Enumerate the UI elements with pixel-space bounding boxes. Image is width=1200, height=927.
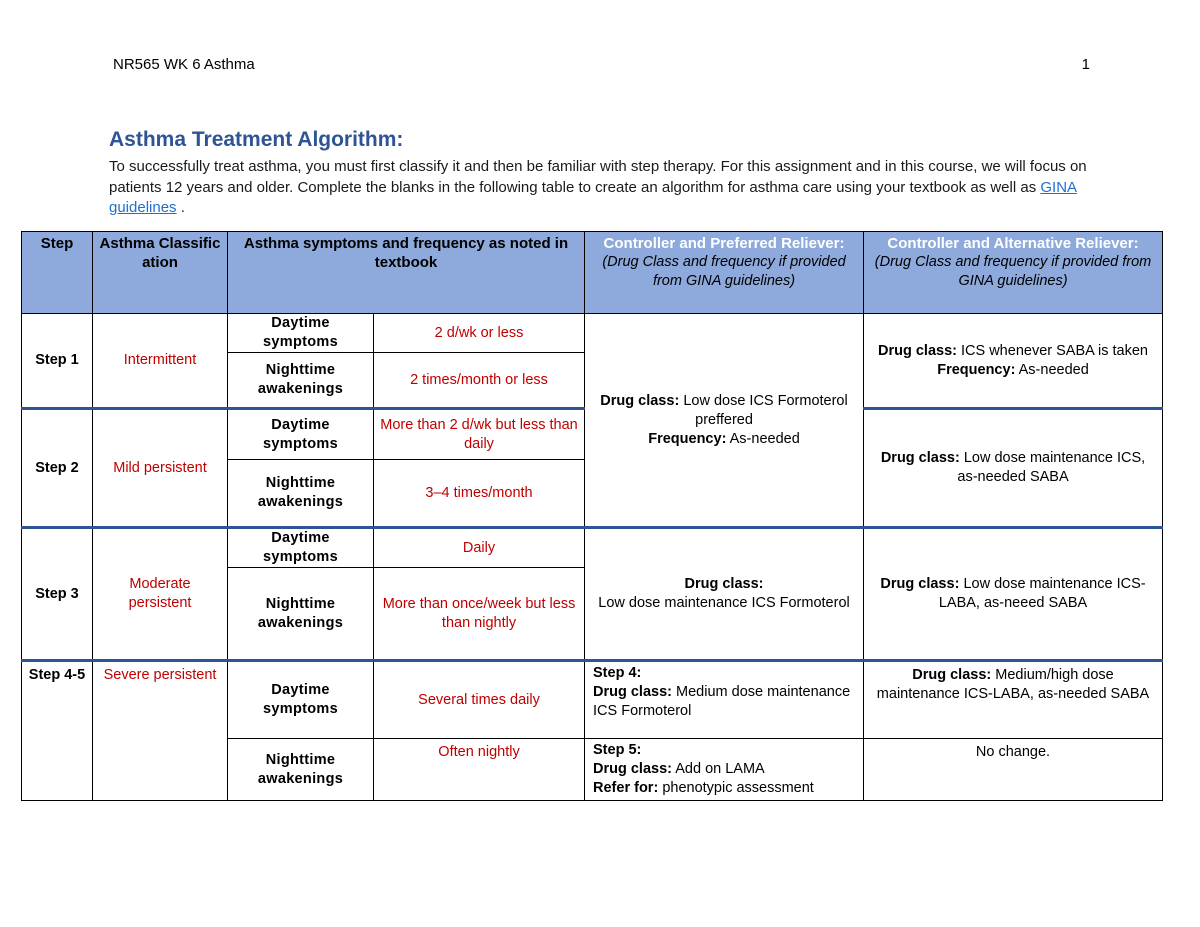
step-3-alternative-drug-value: Low dose maintenance ICS-LABA, as-neeed SABA [938, 576, 1146, 611]
step-2-nighttime-label: Nighttime awakenings [228, 460, 374, 528]
step-1-alternative-frequency [870, 361, 1156, 380]
step-4-preferred-drug [593, 683, 855, 721]
step-1-classification: Intermittent [93, 314, 228, 409]
header-alternative-sub: (Drug Class and frequency if provided from GINA guidelines) [874, 254, 1152, 289]
step-5-label-text: Step 5: [593, 742, 642, 758]
step-4-5-nighttime-value: Often nightly [374, 739, 585, 801]
step-3-preferred-drug: Low dose maintenance ICS Formoterol [598, 595, 850, 611]
drug-class-label: Drug class: [593, 684, 672, 700]
gina-guidelines-link[interactable]: GINA guidelines [109, 178, 1078, 216]
drug-class-label: Drug class: [912, 667, 992, 683]
step-2-alternative-drug-value: Low dose maintenance ICS, as-needed SABA [957, 450, 1146, 485]
step-1-2-preferred-frequency [591, 430, 857, 449]
header-symptoms: Asthma symptoms and frequency as noted in textbook [228, 232, 585, 314]
step-3-preferred [585, 528, 864, 661]
refer-for-label: Refer for: [593, 780, 659, 796]
step-1-alternative-frequency-value: As-needed [1018, 361, 1089, 378]
table-row [22, 314, 1163, 353]
step-5-preferred [585, 739, 864, 801]
header-preferred [585, 232, 864, 314]
step-2-alternative-drug [870, 449, 1156, 487]
header-step: Step [22, 232, 93, 314]
frequency-label: Frequency: [937, 361, 1016, 378]
step-4-preferred-drug-value: Medium dose maintenance ICS Formoterol [593, 684, 851, 719]
step-4-5-classification: Severe persistent [93, 661, 228, 801]
step-1-2-preferred-frequency-value: As-needed [729, 430, 800, 447]
step-1-2-preferred-drug [591, 392, 857, 430]
intro-paragraph [109, 157, 1099, 219]
step-3-cell: Step 3 [22, 528, 93, 661]
header-preferred-sub: (Drug Class and frequency if provided from GINA guidelines) [602, 254, 846, 289]
step-3-nighttime-label: Nighttime awakenings [228, 568, 374, 661]
course-header: NR565 WK 6 Asthma [113, 56, 255, 73]
page-title: Asthma Treatment Algorithm: [109, 128, 404, 151]
table-row [22, 661, 1163, 739]
step-4-label-text: Step 4: [593, 665, 642, 681]
step-1-nighttime-label: Nighttime awakenings [228, 353, 374, 409]
step-2-alternative [864, 409, 1163, 528]
step-4-alternative-drug-value: Medium/high dose maintenance ICS-LABA, as-needed SABA [876, 667, 1150, 702]
step-2-daytime-label: Daytime symptoms [228, 409, 374, 460]
step-3-alternative [864, 528, 1163, 661]
drug-class-label: Drug class: [878, 342, 957, 359]
step-1-alternative [864, 314, 1163, 409]
step-3-classification: Moderate persistent [93, 528, 228, 661]
step-5-label [593, 741, 855, 760]
step-5-refer [593, 779, 855, 798]
step-1-2-preferred [585, 314, 864, 528]
header-alternative-title: Controller and Alternative Reliever: [887, 235, 1139, 252]
page-header [113, 56, 1090, 73]
step-5-preferred-drug [593, 760, 855, 779]
step-2-nighttime-value: 3–4 times/month [374, 460, 585, 528]
step-1-nighttime-value: 2 times/month or less [374, 353, 585, 409]
step-4-preferred [585, 661, 864, 739]
step-2-classification: Mild persistent [93, 409, 228, 528]
step-4-label [593, 664, 855, 683]
frequency-label: Frequency: [648, 430, 727, 447]
step-5-refer-value: phenotypic assessment [662, 780, 814, 796]
step-4-5-cell: Step 4-5 [22, 661, 93, 801]
step-5-preferred-drug-value: Add on LAMA [675, 761, 765, 777]
page-number: 1 [1081, 56, 1090, 73]
intro-text: To successfully treat asthma, you must first classify it and then be familiar with step therapy. For this assignment and in this course, we will focus on patients 12 years and older. Complete the blanks in the following table to create an algorithm for asthma care using your textbook as well as [109, 158, 1087, 196]
table-row [22, 528, 1163, 568]
step-3-alternative-drug [870, 575, 1156, 613]
drug-class-label: Drug class: [880, 576, 960, 592]
step-1-2-preferred-drug-value: Low dose ICS Formoterol preffered [683, 392, 848, 428]
header-alternative [864, 232, 1163, 314]
step-4-alternative [864, 661, 1163, 739]
drug-class-label: Drug class: [600, 392, 680, 409]
step-2-cell: Step 2 [22, 409, 93, 528]
step-3-daytime-value: Daily [374, 528, 585, 568]
header-preferred-title: Controller and Preferred Reliever: [603, 235, 845, 252]
header-classification [93, 232, 228, 314]
step-3-daytime-label: Daytime symptoms [228, 528, 374, 568]
drug-class-label: Drug class: [593, 761, 672, 777]
step-1-alternative-drug [870, 342, 1156, 361]
table-header-row [22, 232, 1163, 314]
drug-class-label: Drug class: [684, 576, 764, 592]
step-1-cell: Step 1 [22, 314, 93, 409]
step-5-alternative: No change. [864, 739, 1163, 801]
step-1-daytime-label: Daytime symptoms [228, 314, 374, 353]
intro-end: . [176, 199, 185, 216]
asthma-algorithm-table [21, 231, 1163, 801]
step-4-5-daytime-value: Several times daily [374, 661, 585, 739]
step-3-nighttime-value: More than once/week but less than nightly [374, 568, 585, 661]
step-2-daytime-value: More than 2 d/wk but less than daily [374, 409, 585, 460]
step-1-daytime-value: 2 d/wk or less [374, 314, 585, 353]
drug-class-label: Drug class: [880, 450, 960, 466]
step-3-preferred-label [591, 575, 857, 594]
step-1-alternative-drug-value: ICS whenever SABA is taken [961, 342, 1149, 359]
header-classification-label: Asthma Classification [99, 235, 221, 271]
step-4-5-nighttime-label: Nighttime awakenings [228, 739, 374, 801]
step-4-5-daytime-label: Daytime symptoms [228, 661, 374, 739]
